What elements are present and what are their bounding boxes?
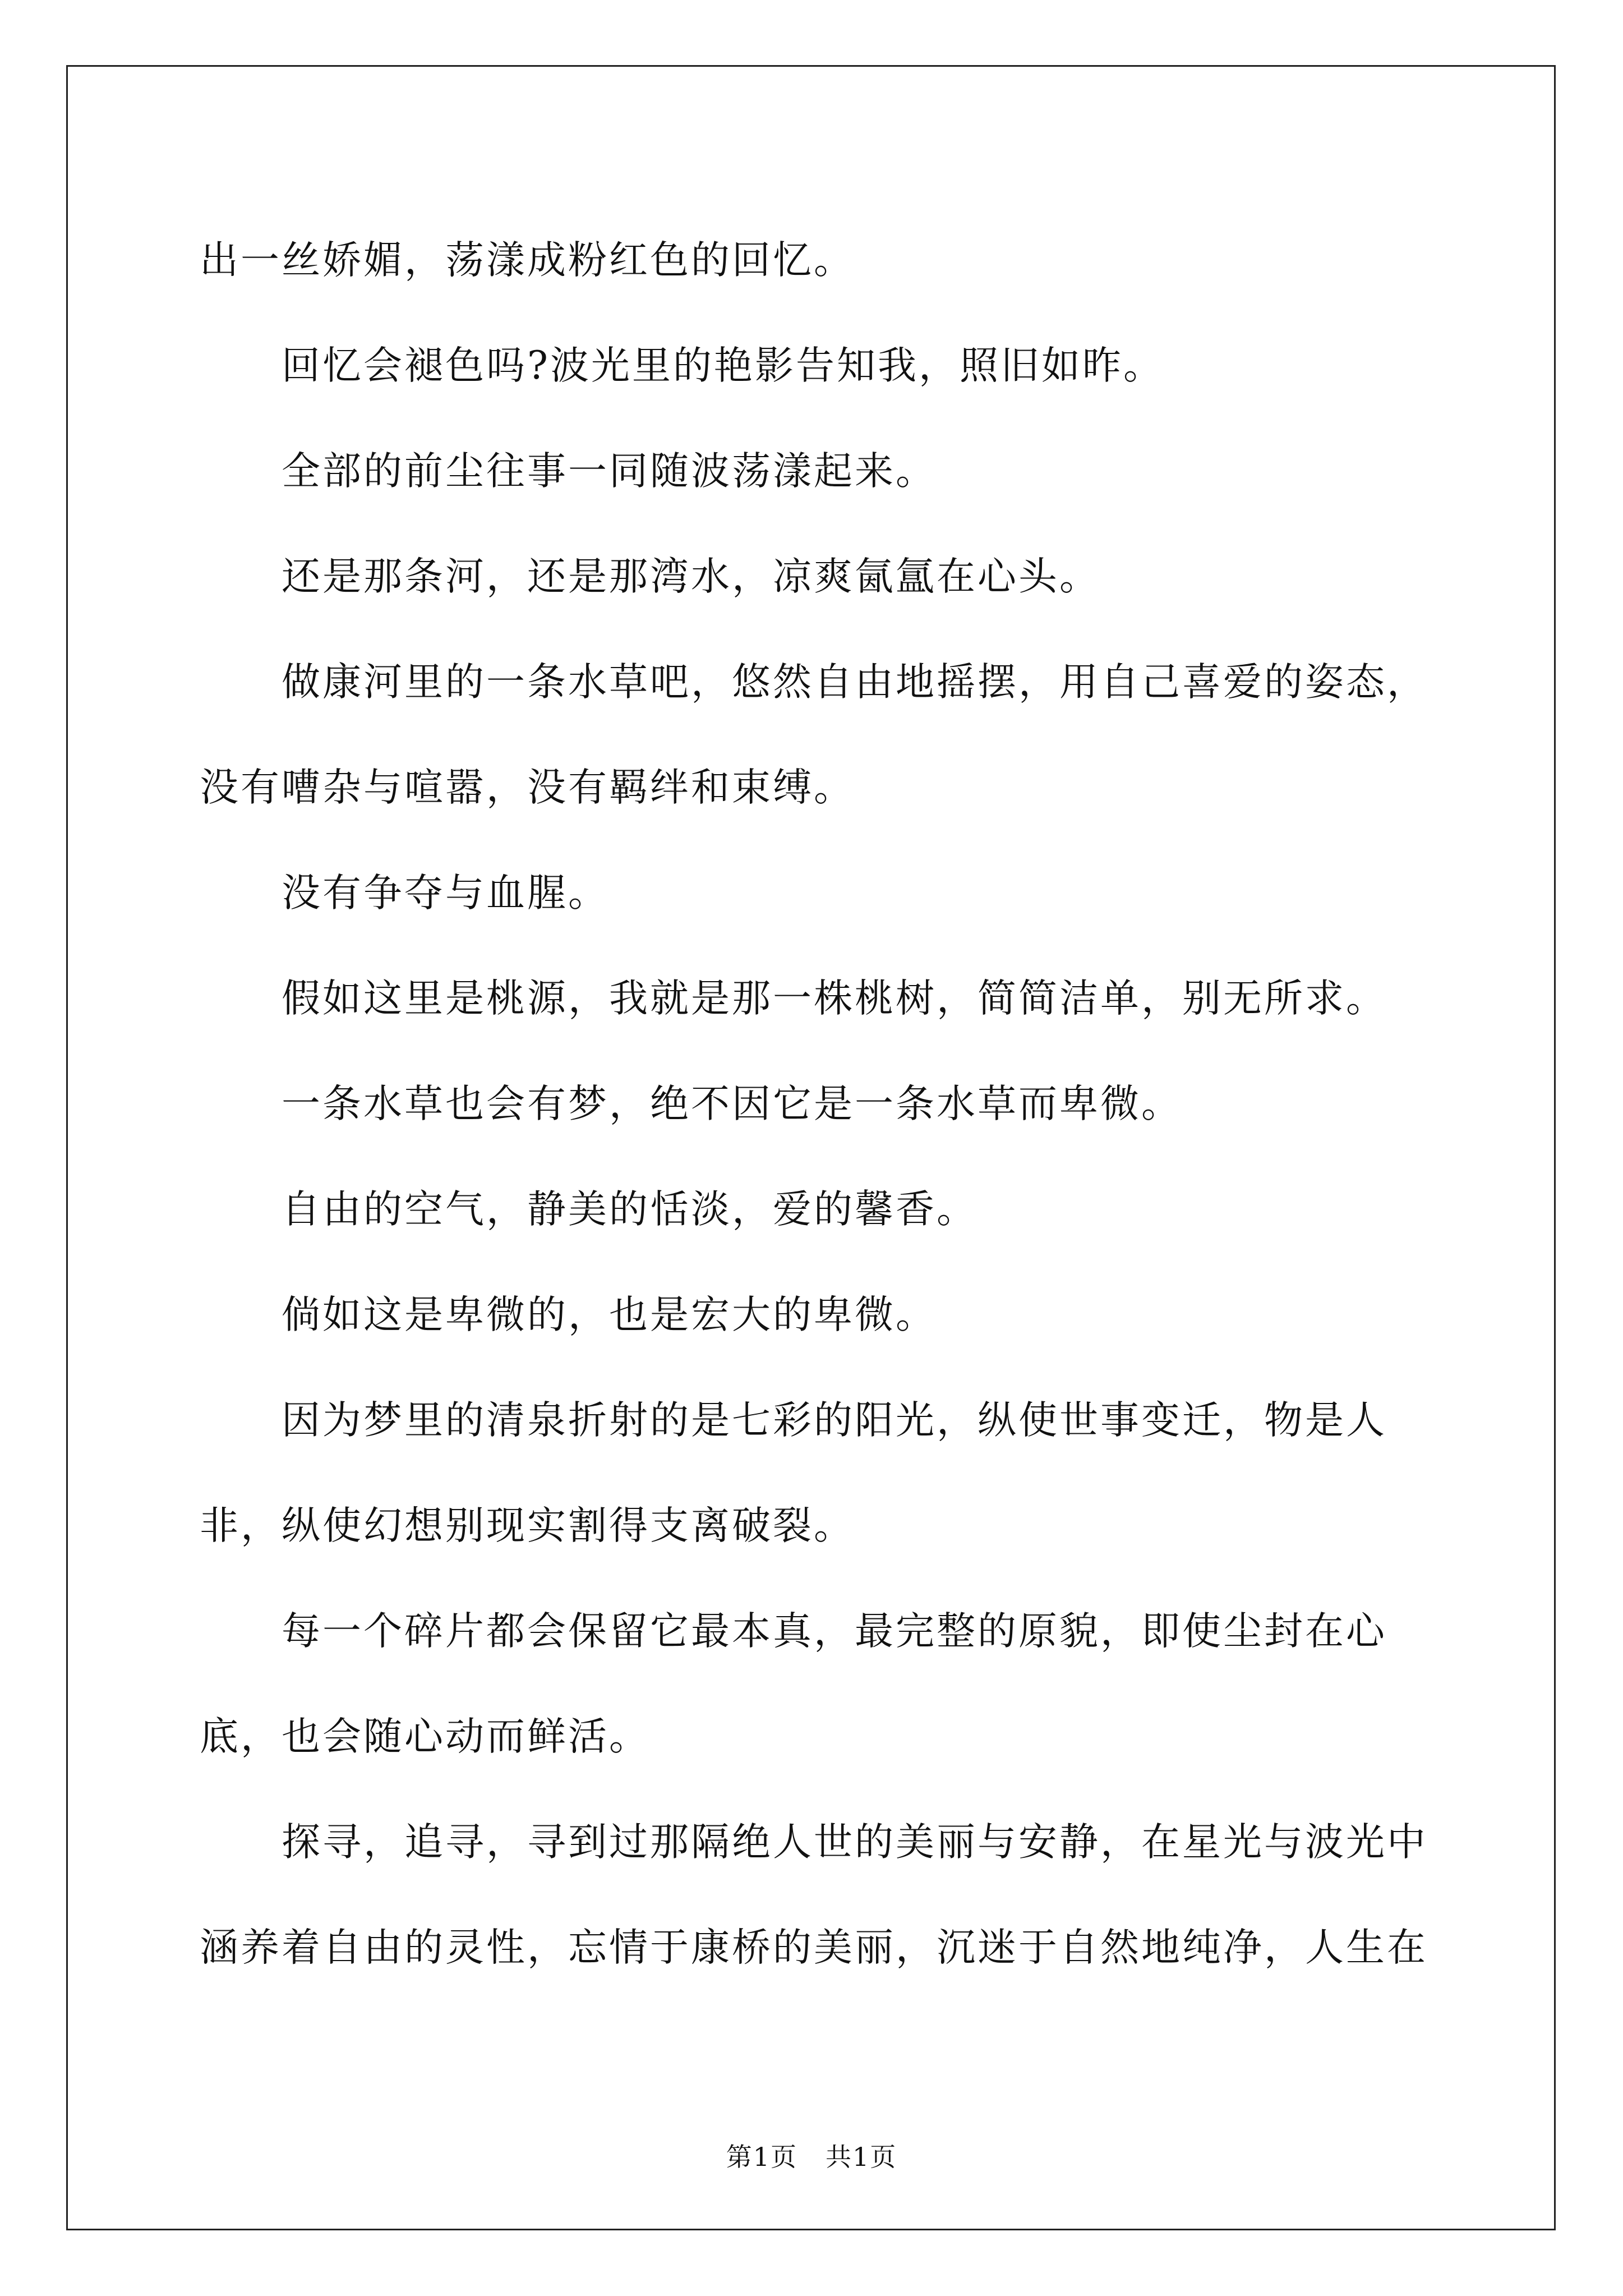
paragraph-4: 还是那条河，还是那湾水，凉爽氤氲在心头。 [282, 554, 1100, 599]
page-footer [0, 2140, 1623, 2174]
footer-spacer [797, 2142, 826, 2172]
paragraph-2: 回忆会褪色吗?波光里的艳影告知我，照旧如昨。 [282, 343, 1164, 388]
paragraph-6: 没有争夺与血腥。 [282, 871, 609, 915]
paragraph-3: 全部的前尘往事一同随波荡漾起来。 [282, 449, 937, 494]
paragraph-10: 倘如这是卑微的，也是宏大的卑微。 [282, 1292, 937, 1337]
page-total: 共1页 [825, 2142, 897, 2172]
paragraph-9: 自由的空气，静美的恬淡，爱的馨香。 [282, 1187, 978, 1232]
document-body [200, 208, 1467, 2000]
paragraph-8: 一条水草也会有梦，绝不因它是一条水草而卑微。 [282, 1082, 1182, 1126]
paragraph-12: 每一个碎片都会保留它最本真，最完整的原貌，即使尘封在心底，也会随心动而鲜活。 [200, 1609, 1387, 1759]
paragraph-1: 出一丝娇媚，荡漾成粉红色的回忆。 [200, 238, 855, 283]
paragraph-5: 做康河里的一条水草吧，悠然自由地摇摆，用自己喜爱的姿态，没有嘈杂与喧嚣，没有羁绊和束缚。 [200, 660, 1428, 810]
paragraph-13: 探寻，追寻，寻到过那隔绝人世的美丽与安静，在星光与波光中涵养着自由的灵性，忘情于康桥的美丽，沉迷于自然地纯净，人生在 [200, 1820, 1428, 1970]
paragraph-11: 因为梦里的清泉折射的是七彩的阳光，纵使世事变迁，物是人非，纵使幻想别现实割得支离破裂。 [200, 1398, 1387, 1548]
paragraph-7: 假如这里是桃源，我就是那一株桃树，简简洁单，别无所求。 [282, 976, 1387, 1021]
page-number: 第1页 [726, 2142, 798, 2172]
